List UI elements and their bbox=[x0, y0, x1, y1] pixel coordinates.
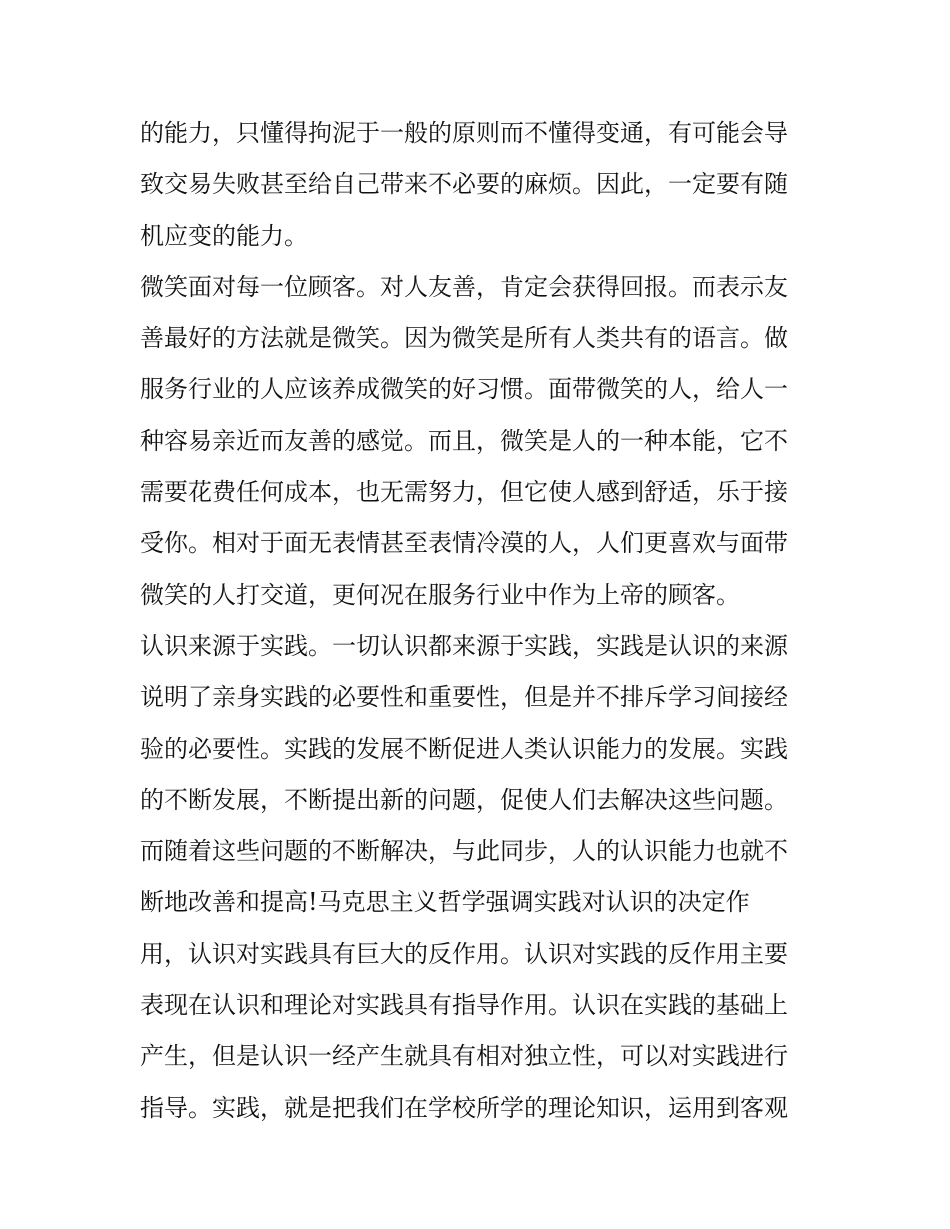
text-line: 断地改善和提高!马克思主义哲学强调实践对认识的决定作 bbox=[140, 888, 750, 917]
text-line: 受你。相对于面无表情甚至表情冷漠的人，人们更喜欢与面带 bbox=[140, 529, 788, 558]
text-line: 微笑面对每一位顾客。对人友善，肯定会获得回报。而表示友 bbox=[140, 272, 788, 301]
text-line: 表现在认识和理论对实践具有指导作用。认识在实践的基础上 bbox=[140, 991, 788, 1020]
body-text bbox=[140, 108, 820, 1134]
text-line: 机应变的能力。 bbox=[140, 221, 308, 250]
text-line: 需要花费任何成本，也无需努力，但它使人感到舒适，乐于接 bbox=[140, 478, 788, 507]
text-line: 用，认识对实践具有巨大的反作用。认识对实践的反作用主要 bbox=[140, 939, 788, 968]
text-line: 服务行业的人应该养成微笑的好习惯。面带微笑的人，给人一 bbox=[140, 375, 788, 404]
text-line: 致交易失败甚至给自己带来不必要的麻烦。因此，一定要有随 bbox=[140, 170, 788, 199]
text-line: 的不断发展，不断提出新的问题，促使人们去解决这些问题。 bbox=[140, 785, 788, 814]
text-line: 微笑的人打交道，更何况在服务行业中作为上帝的顾客。 bbox=[140, 580, 740, 609]
text-line: 认识来源于实践。一切认识都来源于实践，实践是认识的来源 bbox=[140, 631, 788, 660]
text-line: 而随着这些问题的不断解决，与此同步，人的认识能力也就不 bbox=[140, 837, 788, 866]
text-line: 的能力，只懂得拘泥于一般的原则而不懂得变通，有可能会导 bbox=[140, 119, 788, 147]
text-line: 指导。实践，就是把我们在学校所学的理论知识，运用到客观 bbox=[140, 1093, 788, 1122]
text-line: 验的必要性。实践的发展不断促进人类认识能力的发展。实践 bbox=[140, 734, 788, 763]
text-line: 说明了亲身实践的必要性和重要性，但是并不排斥学习间接经 bbox=[140, 683, 788, 712]
text-line: 善最好的方法就是微笑。因为微笑是所有人类共有的语言。做 bbox=[140, 324, 788, 353]
text-line: 产生，但是认识一经产生就具有相对独立性，可以对实践进行 bbox=[140, 1042, 788, 1071]
text-line: 种容易亲近而友善的感觉。而且，微笑是人的一种本能，它不 bbox=[140, 426, 788, 455]
